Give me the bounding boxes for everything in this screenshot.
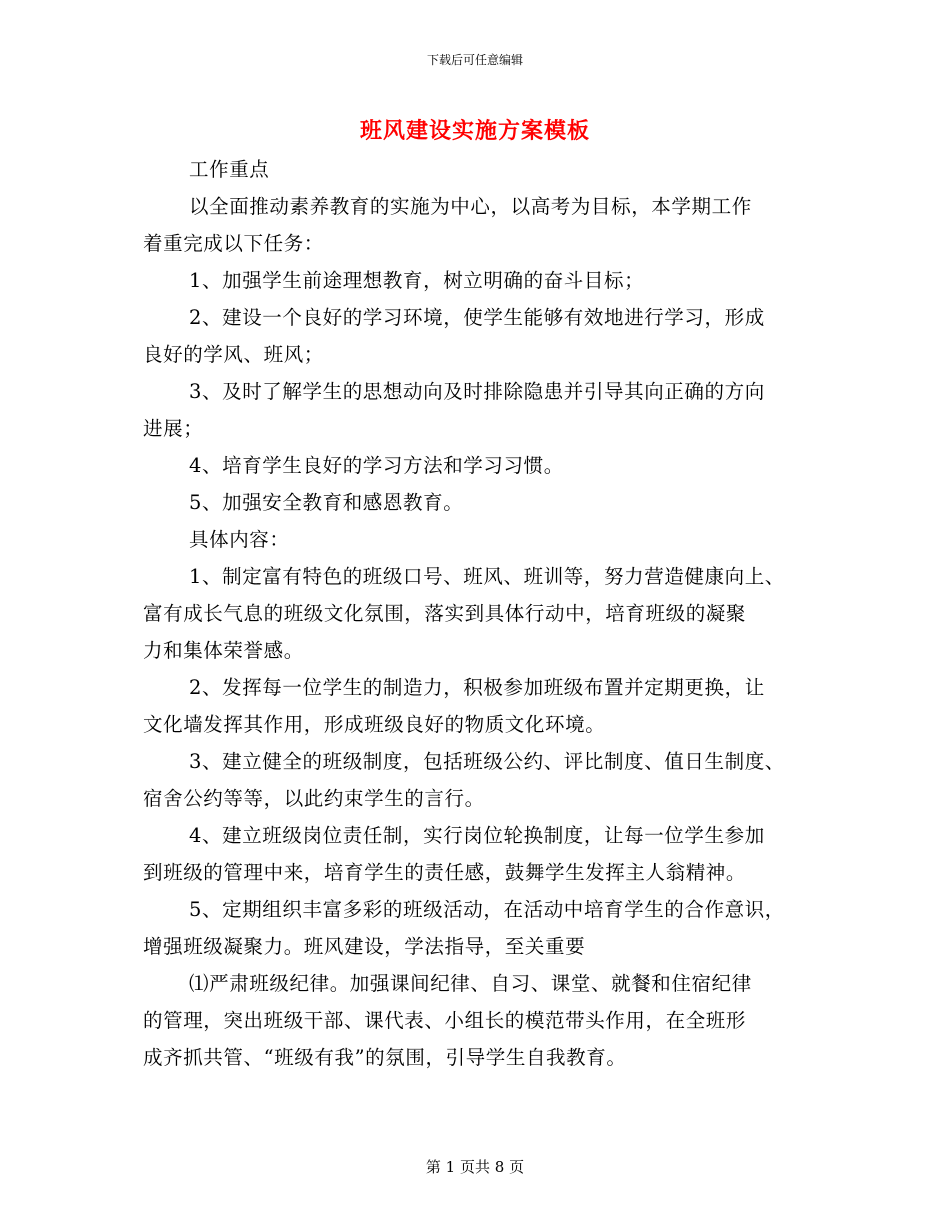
paragraph [143, 447, 826, 484]
paragraph [143, 743, 826, 817]
document-title: 班风建设实施方案模板 [359, 118, 590, 144]
paragraph-line: 到班级的管理中来，培育学生的责任感，鼓舞学生发挥主人翁精神。 [143, 861, 747, 884]
paragraph-line: 增强班级凝聚力。班风建设，学法指导，至关重要 [143, 935, 586, 958]
paragraph-line: 着重完成以下任务： [143, 232, 324, 255]
paragraph-line: 2、发挥每一位学生的制造力，积极参加班级布置并定期更换，让 [189, 676, 765, 699]
page-header-note: 下载后可任意编辑 [426, 53, 523, 67]
paragraph [143, 299, 826, 373]
paragraph-line: 以全面推动素养教育的实施为中心，以高考为目标，本学期工作 [189, 195, 752, 218]
paragraph [143, 558, 826, 669]
paragraph-line: 5、加强安全教育和感恩教育。 [189, 491, 464, 514]
paragraph [143, 965, 826, 1076]
paragraph-line: 的管理，突出班级干部、课代表、小组长的模范带头作用，在全班形 [143, 1009, 747, 1032]
paragraph-line: ⑴严肃班级纪律。加强课间纪律、自习、课堂、就餐和住宿纪律 [189, 972, 752, 995]
paragraph-line: 进展； [143, 417, 204, 440]
paragraph-line: 力和集体荣誉感。 [143, 639, 304, 662]
paragraph-line: 1、制定富有特色的班级口号、班风、班训等，努力营造健康向上、 [189, 565, 785, 588]
paragraph-line: 4、建立班级岗位责任制，实行岗位轮换制度，让每一位学生参加 [189, 824, 765, 847]
paragraph-line: 工作重点 [189, 158, 270, 181]
paragraph [143, 188, 826, 262]
paragraph-line: 2、建设一个良好的学习环境，使学生能够有效地进行学习，形成 [189, 306, 765, 329]
paragraph [143, 484, 826, 521]
paragraph-line: 良好的学风、班风； [143, 343, 324, 366]
paragraph-line: 富有成长气息的班级文化氛围，落实到具体行动中，培育班级的凝聚 [143, 602, 747, 625]
paragraph [143, 521, 826, 558]
paragraph-line: 3、建立健全的班级制度，包括班级公约、评比制度、值日生制度、 [189, 750, 785, 773]
paragraph-line: 1、加强学生前途理想教育，树立明确的奋斗目标； [189, 269, 645, 292]
paragraph [143, 373, 826, 447]
paragraph-line: 4、培育学生良好的学习方法和学习习惯。 [189, 454, 564, 477]
paragraph [143, 817, 826, 891]
paragraph [143, 669, 826, 743]
paragraph [143, 262, 826, 299]
paragraph-line: 成齐抓共管、“班级有我”的氛围，引导学生自我教育。 [143, 1046, 627, 1069]
paragraph-line: 宿舍公约等等，以此约束学生的言行。 [143, 787, 485, 810]
paragraph-line: 5、定期组织丰富多彩的班级活动，在活动中培育学生的合作意识， [189, 898, 785, 921]
paragraph [143, 151, 826, 188]
paragraph-line: 3、及时了解学生的思想动向及时排除隐患并引导其向正确的方向 [189, 380, 765, 403]
document-body [143, 151, 826, 1076]
page-number-footer: 第 1 页共 8 页 [425, 1158, 525, 1176]
paragraph-line: 文化墙发挥其作用，形成班级良好的物质文化环境。 [143, 713, 606, 736]
paragraph [143, 891, 826, 965]
paragraph-line: 具体内容： [189, 528, 290, 551]
